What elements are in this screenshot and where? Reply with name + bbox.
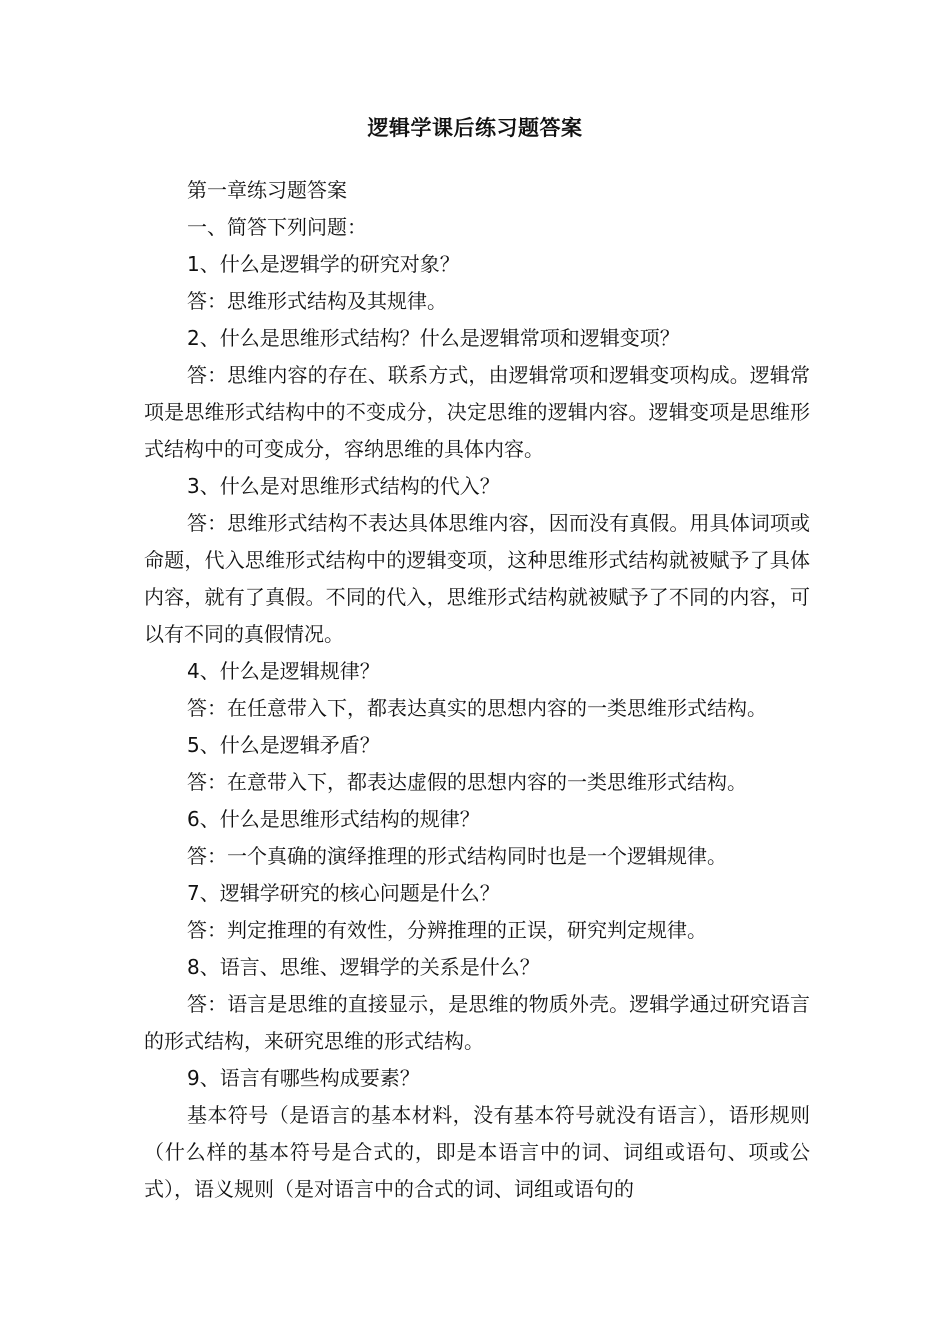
question-3: 3、什么是对思维形式结构的代入？ [187,474,500,498]
question-8: 8、语言、思维、逻辑学的关系是什么？ [187,955,540,979]
answer-3: 答：思维形式结构不表达具体思维内容，因而没有真假。用具体词项或命题，代入思维形式结构中的逻辑变项，这种思维形式结构就被赋予了具体内容，就有了真假。不同的代入，思维形式结构就被赋予了不同的内容，可以有不同的真假情况。 [144,511,810,646]
question-4: 4、什么是逻辑规律？ [187,659,380,683]
question-1: 1、什么是逻辑学的研究对象？ [187,252,460,276]
question-6: 6、什么是思维形式结构的规律？ [187,807,480,831]
chapter-heading: 第一章练习题答案 [187,178,347,202]
question-5: 5、什么是逻辑矛盾？ [187,733,380,757]
section-heading: 一、简答下列问题： [187,215,367,239]
document-title: 逻辑学课后练习题答案 [367,116,583,140]
question-7: 7、逻辑学研究的核心问题是什么？ [187,881,500,905]
question-2: 2、什么是思维形式结构？什么是逻辑常项和逻辑变项？ [187,326,680,350]
answer-1: 答：思维形式结构及其规律。 [187,289,447,313]
answer-6: 答：一个真确的演绎推理的形式结构同时也是一个逻辑规律。 [187,844,727,868]
answer-8: 答：语言是思维的直接显示，是思维的物质外壳。逻辑学通过研究语言的形式结构，来研究思维的形式结构。 [144,992,810,1053]
answer-5: 答：在意带入下，都表达虚假的思想内容的一类思维形式结构。 [187,770,747,794]
answer-2: 答：思维内容的存在、联系方式，由逻辑常项和逻辑变项构成。逻辑常项是思维形式结构中的不变成分，决定思维的逻辑内容。逻辑变项是思维形式结构中的可变成分，容纳思维的具体内容。 [144,363,810,461]
question-9: 9、语言有哪些构成要素？ [187,1066,420,1090]
answer-9: 基本符号（是语言的基本材料，没有基本符号就没有语言），语形规则（什么样的基本符号是合式的，即是本语言中的词、词组或语句、项或公式），语义规则（是对语言中的合式的词、词组或语句的 [144,1103,810,1201]
answer-4: 答：在任意带入下，都表达真实的思想内容的一类思维形式结构。 [187,696,767,720]
document-body [144,172,810,1208]
answer-7: 答：判定推理的有效性，分辨推理的正误，研究判定规律。 [187,918,707,942]
